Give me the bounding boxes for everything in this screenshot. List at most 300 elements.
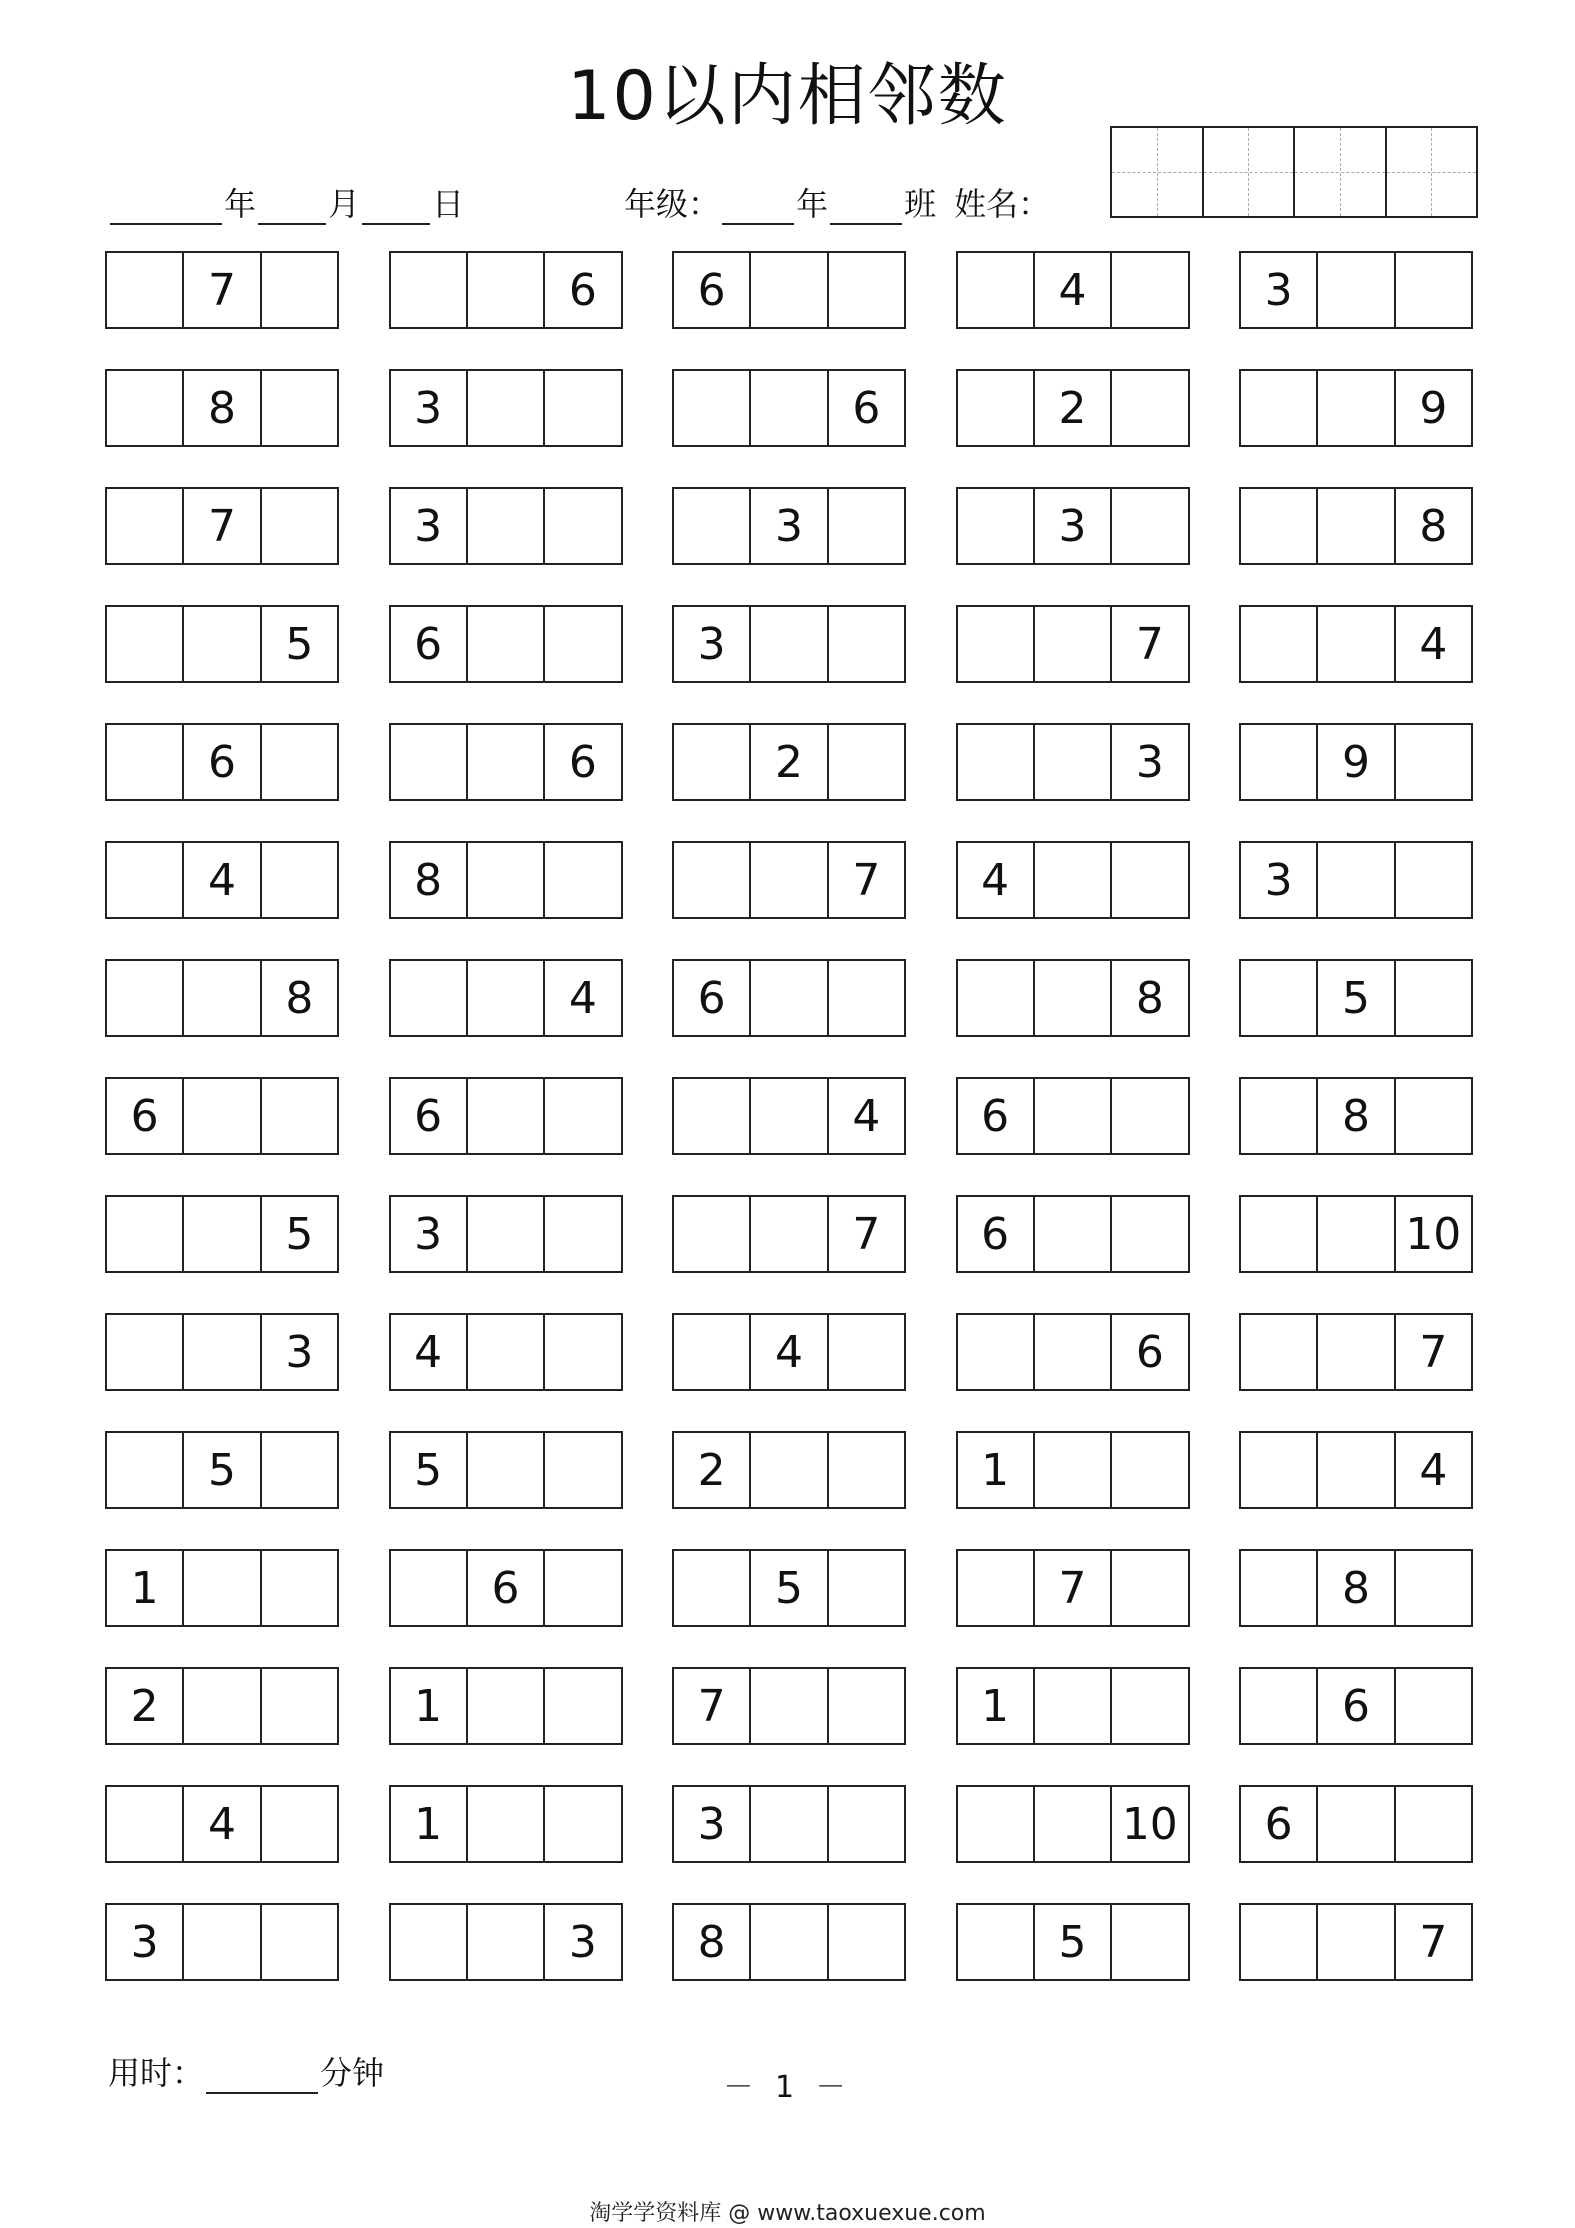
answer-box[interactable] bbox=[262, 1079, 337, 1153]
answer-box[interactable] bbox=[468, 961, 545, 1035]
answer-box[interactable] bbox=[1318, 1315, 1395, 1389]
answer-box[interactable] bbox=[107, 253, 184, 327]
answer-box[interactable] bbox=[1035, 607, 1112, 681]
answer-box[interactable] bbox=[1396, 1079, 1471, 1153]
answer-box[interactable] bbox=[107, 1197, 184, 1271]
answer-box[interactable] bbox=[184, 1315, 261, 1389]
neighbor-number-group bbox=[956, 369, 1190, 447]
given-number-box: 8 bbox=[674, 1905, 751, 1979]
answer-box[interactable] bbox=[468, 843, 545, 917]
answer-box[interactable] bbox=[1241, 371, 1318, 445]
given-number-box: 7 bbox=[1035, 1551, 1112, 1625]
answer-box[interactable] bbox=[958, 1551, 1035, 1625]
answer-box[interactable] bbox=[829, 489, 904, 563]
given-number-box: 4 bbox=[958, 843, 1035, 917]
given-number-box: 5 bbox=[285, 618, 314, 670]
answer-box[interactable] bbox=[958, 1787, 1035, 1861]
answer-box[interactable] bbox=[545, 1787, 620, 1861]
answer-box[interactable] bbox=[674, 843, 751, 917]
answer-box[interactable] bbox=[1112, 489, 1187, 563]
answer-box[interactable] bbox=[1318, 1905, 1395, 1979]
exercise-row bbox=[105, 1313, 1473, 1391]
answer-box[interactable] bbox=[262, 843, 337, 917]
answer-box[interactable] bbox=[674, 1315, 751, 1389]
name-cell[interactable] bbox=[1387, 128, 1477, 216]
neighbor-number-group bbox=[1239, 723, 1473, 801]
answer-box[interactable] bbox=[1318, 1433, 1395, 1507]
answer-box[interactable] bbox=[1241, 1905, 1318, 1979]
neighbor-number-group bbox=[1239, 1313, 1473, 1391]
answer-box[interactable] bbox=[545, 843, 620, 917]
exercise-row bbox=[105, 1667, 1473, 1745]
exercise-row bbox=[105, 487, 1473, 565]
neighbor-number-group bbox=[389, 251, 623, 329]
answer-box[interactable] bbox=[1241, 961, 1318, 1035]
answer-box[interactable] bbox=[262, 725, 337, 799]
answer-box[interactable] bbox=[391, 1551, 468, 1625]
answer-box[interactable] bbox=[751, 607, 828, 681]
given-number-box: 3 bbox=[1035, 489, 1112, 563]
exercise-row bbox=[105, 369, 1473, 447]
answer-box[interactable] bbox=[107, 1787, 184, 1861]
neighbor-number-group bbox=[389, 605, 623, 683]
given-number-box: 6 bbox=[852, 382, 881, 434]
neighbor-number-group bbox=[105, 605, 339, 683]
neighbor-number-group bbox=[672, 1903, 906, 1981]
exercise-row bbox=[105, 605, 1473, 683]
answer-box[interactable] bbox=[1035, 725, 1112, 799]
given-number-box: 3 bbox=[391, 1197, 468, 1271]
time-label: 用时： bbox=[108, 2054, 205, 2092]
answer-box[interactable] bbox=[1241, 1197, 1318, 1271]
given-number-box: 4 bbox=[1419, 1444, 1448, 1496]
answer-box[interactable] bbox=[674, 725, 751, 799]
answer-box[interactable] bbox=[184, 961, 261, 1035]
answer-box[interactable] bbox=[107, 1315, 184, 1389]
neighbor-number-group bbox=[389, 369, 623, 447]
answer-box[interactable] bbox=[107, 371, 184, 445]
neighbor-number-group bbox=[1239, 1785, 1473, 1863]
neighbor-number-group bbox=[105, 1903, 339, 1981]
answer-box[interactable] bbox=[674, 1551, 751, 1625]
given-number-box: 3 bbox=[674, 1787, 751, 1861]
answer-box[interactable] bbox=[391, 961, 468, 1035]
neighbor-number-group bbox=[105, 251, 339, 329]
answer-box[interactable] bbox=[751, 253, 828, 327]
answer-box[interactable] bbox=[1318, 1197, 1395, 1271]
answer-box[interactable] bbox=[545, 489, 620, 563]
given-number-box: 6 bbox=[391, 1079, 468, 1153]
neighbor-number-group bbox=[672, 487, 906, 565]
neighbor-number-group bbox=[1239, 1903, 1473, 1981]
exercise-row bbox=[105, 723, 1473, 801]
given-number-box: 4 bbox=[568, 972, 597, 1024]
answer-box[interactable] bbox=[468, 489, 545, 563]
answer-box[interactable] bbox=[1035, 1669, 1112, 1743]
given-number-box: 2 bbox=[1035, 371, 1112, 445]
answer-box[interactable] bbox=[1318, 371, 1395, 445]
given-number-box: 2 bbox=[751, 725, 828, 799]
given-number-box: 8 bbox=[1419, 500, 1448, 552]
neighbor-number-group bbox=[105, 1077, 339, 1155]
given-number-box: 8 bbox=[1318, 1551, 1395, 1625]
given-number-box: 6 bbox=[184, 725, 261, 799]
neighbor-number-group bbox=[956, 1549, 1190, 1627]
answer-box[interactable] bbox=[262, 253, 337, 327]
answer-box[interactable] bbox=[468, 1787, 545, 1861]
neighbor-number-group bbox=[389, 1313, 623, 1391]
answer-box[interactable] bbox=[674, 371, 751, 445]
answer-box[interactable] bbox=[1318, 607, 1395, 681]
answer-box[interactable] bbox=[184, 1197, 261, 1271]
exercise-grid bbox=[105, 251, 1473, 2021]
neighbor-number-group bbox=[956, 1195, 1190, 1273]
answer-box[interactable] bbox=[262, 1433, 337, 1507]
given-number-box: 3 bbox=[674, 607, 751, 681]
answer-box[interactable] bbox=[468, 371, 545, 445]
answer-box[interactable] bbox=[107, 843, 184, 917]
answer-box[interactable] bbox=[184, 1669, 261, 1743]
exercise-row bbox=[105, 1785, 1473, 1863]
answer-box[interactable] bbox=[674, 489, 751, 563]
answer-box[interactable] bbox=[751, 1669, 828, 1743]
given-number-box: 4 bbox=[184, 1787, 261, 1861]
grade-label: 年级： bbox=[624, 185, 721, 223]
answer-box[interactable] bbox=[958, 1315, 1035, 1389]
neighbor-number-group bbox=[672, 841, 906, 919]
neighbor-number-group bbox=[105, 487, 339, 565]
neighbor-number-group bbox=[105, 1785, 339, 1863]
answer-box[interactable] bbox=[1396, 961, 1471, 1035]
name-writing-grid[interactable] bbox=[1110, 126, 1478, 218]
answer-box[interactable] bbox=[1112, 1433, 1187, 1507]
answer-box[interactable] bbox=[751, 1433, 828, 1507]
given-number-box: 7 bbox=[1419, 1326, 1448, 1378]
answer-box[interactable] bbox=[1396, 1787, 1471, 1861]
neighbor-number-group bbox=[672, 1667, 906, 1745]
given-number-box: 7 bbox=[1135, 618, 1164, 670]
given-number-box: 6 bbox=[1318, 1669, 1395, 1743]
given-number-box: 3 bbox=[1241, 253, 1318, 327]
answer-box[interactable] bbox=[391, 1905, 468, 1979]
neighbor-number-group bbox=[672, 251, 906, 329]
answer-box[interactable] bbox=[751, 843, 828, 917]
neighbor-number-group bbox=[1239, 1667, 1473, 1745]
source-watermark: 淘学学资料库 @ www.taoxuexue.com bbox=[589, 2201, 986, 2226]
answer-box[interactable] bbox=[545, 1315, 620, 1389]
given-number-box: 3 bbox=[285, 1326, 314, 1378]
given-number-box: 6 bbox=[568, 264, 597, 316]
answer-box[interactable] bbox=[1318, 1787, 1395, 1861]
answer-box[interactable] bbox=[674, 1079, 751, 1153]
answer-box[interactable] bbox=[1241, 1079, 1318, 1153]
given-number-box: 2 bbox=[107, 1669, 184, 1743]
given-number-box: 7 bbox=[674, 1669, 751, 1743]
answer-box[interactable] bbox=[184, 1905, 261, 1979]
neighbor-number-group bbox=[389, 1785, 623, 1863]
answer-box[interactable] bbox=[468, 1079, 545, 1153]
answer-box[interactable] bbox=[1241, 1433, 1318, 1507]
answer-box[interactable] bbox=[1112, 1905, 1187, 1979]
neighbor-number-group bbox=[672, 605, 906, 683]
given-number-box: 7 bbox=[852, 854, 881, 906]
given-number-box: 4 bbox=[391, 1315, 468, 1389]
answer-box[interactable] bbox=[468, 253, 545, 327]
answer-box[interactable] bbox=[1035, 1079, 1112, 1153]
answer-box[interactable] bbox=[468, 1315, 545, 1389]
answer-box[interactable] bbox=[1318, 843, 1395, 917]
class-label: 班 bbox=[904, 185, 937, 223]
given-number-box: 6 bbox=[468, 1551, 545, 1625]
answer-box[interactable] bbox=[1241, 725, 1318, 799]
answer-box[interactable] bbox=[1396, 843, 1471, 917]
given-number-box: 4 bbox=[1419, 618, 1448, 670]
given-number-box: 1 bbox=[958, 1669, 1035, 1743]
answer-box[interactable] bbox=[829, 1433, 904, 1507]
answer-box[interactable] bbox=[468, 1669, 545, 1743]
answer-box[interactable] bbox=[545, 371, 620, 445]
answer-box[interactable] bbox=[262, 1669, 337, 1743]
answer-box[interactable] bbox=[1112, 1079, 1187, 1153]
neighbor-number-group bbox=[956, 841, 1190, 919]
given-number-box: 6 bbox=[107, 1079, 184, 1153]
answer-box[interactable] bbox=[184, 1079, 261, 1153]
exercise-row bbox=[105, 1903, 1473, 1981]
answer-box[interactable] bbox=[545, 1669, 620, 1743]
given-number-box: 3 bbox=[568, 1916, 597, 1968]
answer-box[interactable] bbox=[468, 725, 545, 799]
answer-box[interactable] bbox=[262, 1905, 337, 1979]
neighbor-number-group bbox=[672, 1077, 906, 1155]
given-number-box: 6 bbox=[391, 607, 468, 681]
answer-box[interactable] bbox=[545, 1433, 620, 1507]
answer-box[interactable] bbox=[958, 607, 1035, 681]
answer-box[interactable] bbox=[184, 607, 261, 681]
answer-box[interactable] bbox=[391, 725, 468, 799]
neighbor-number-group bbox=[672, 723, 906, 801]
given-number-box: 7 bbox=[852, 1208, 881, 1260]
answer-box[interactable] bbox=[468, 607, 545, 681]
neighbor-number-group bbox=[105, 723, 339, 801]
answer-box[interactable] bbox=[468, 1197, 545, 1271]
answer-box[interactable] bbox=[751, 371, 828, 445]
page-number: － 1 － bbox=[723, 2070, 852, 2105]
answer-box[interactable] bbox=[958, 253, 1035, 327]
answer-box[interactable] bbox=[829, 1787, 904, 1861]
answer-box[interactable] bbox=[958, 1905, 1035, 1979]
answer-box[interactable] bbox=[1241, 1669, 1318, 1743]
answer-box[interactable] bbox=[262, 489, 337, 563]
given-number-box: 1 bbox=[958, 1433, 1035, 1507]
answer-box[interactable] bbox=[184, 1551, 261, 1625]
class-blank[interactable] bbox=[830, 189, 902, 225]
given-number-box: 5 bbox=[1035, 1905, 1112, 1979]
answer-box[interactable] bbox=[1396, 725, 1471, 799]
answer-box[interactable] bbox=[107, 961, 184, 1035]
given-number-box: 4 bbox=[751, 1315, 828, 1389]
given-number-box: 7 bbox=[1419, 1916, 1448, 1968]
answer-box[interactable] bbox=[1035, 843, 1112, 917]
answer-box[interactable] bbox=[1241, 489, 1318, 563]
answer-box[interactable] bbox=[751, 1905, 828, 1979]
answer-box[interactable] bbox=[1396, 1669, 1471, 1743]
answer-box[interactable] bbox=[751, 961, 828, 1035]
answer-box[interactable] bbox=[1318, 489, 1395, 563]
given-number-box: 7 bbox=[184, 489, 261, 563]
given-number-box: 3 bbox=[1241, 843, 1318, 917]
answer-box[interactable] bbox=[751, 1787, 828, 1861]
neighbor-number-group bbox=[389, 841, 623, 919]
given-number-box: 5 bbox=[751, 1551, 828, 1625]
answer-box[interactable] bbox=[468, 1433, 545, 1507]
exercise-row bbox=[105, 1077, 1473, 1155]
answer-box[interactable] bbox=[262, 371, 337, 445]
given-number-box: 4 bbox=[184, 843, 261, 917]
answer-box[interactable] bbox=[958, 961, 1035, 1035]
answer-box[interactable] bbox=[1112, 1197, 1187, 1271]
answer-box[interactable] bbox=[1035, 1433, 1112, 1507]
answer-box[interactable] bbox=[1112, 1669, 1187, 1743]
answer-box[interactable] bbox=[107, 607, 184, 681]
given-number-box: 1 bbox=[391, 1669, 468, 1743]
given-number-box: 8 bbox=[184, 371, 261, 445]
answer-box[interactable] bbox=[829, 1669, 904, 1743]
given-number-box: 6 bbox=[674, 253, 751, 327]
neighbor-number-group bbox=[672, 1549, 906, 1627]
neighbor-number-group bbox=[956, 1903, 1190, 1981]
answer-box[interactable] bbox=[751, 1197, 828, 1271]
given-number-box: 2 bbox=[674, 1433, 751, 1507]
given-number-box: 8 bbox=[285, 972, 314, 1024]
neighbor-number-group bbox=[389, 959, 623, 1037]
given-number-box: 4 bbox=[1035, 253, 1112, 327]
answer-box[interactable] bbox=[545, 1197, 620, 1271]
month-blank[interactable] bbox=[258, 189, 326, 225]
name-cell[interactable] bbox=[1112, 128, 1204, 216]
answer-box[interactable] bbox=[1035, 1197, 1112, 1271]
answer-box[interactable] bbox=[391, 253, 468, 327]
answer-box[interactable] bbox=[829, 253, 904, 327]
neighbor-number-group bbox=[105, 1195, 339, 1273]
answer-box[interactable] bbox=[1396, 1551, 1471, 1625]
neighbor-number-group bbox=[105, 841, 339, 919]
given-number-box: 6 bbox=[1241, 1787, 1318, 1861]
neighbor-number-group bbox=[672, 1431, 906, 1509]
answer-box[interactable] bbox=[1112, 843, 1187, 917]
neighbor-number-group bbox=[956, 1313, 1190, 1391]
answer-box[interactable] bbox=[958, 489, 1035, 563]
answer-box[interactable] bbox=[1318, 253, 1395, 327]
answer-box[interactable] bbox=[468, 1905, 545, 1979]
answer-box[interactable] bbox=[107, 1433, 184, 1507]
neighbor-number-group bbox=[1239, 1549, 1473, 1627]
neighbor-number-group bbox=[389, 1077, 623, 1155]
answer-box[interactable] bbox=[1112, 253, 1187, 327]
neighbor-number-group bbox=[1239, 1077, 1473, 1155]
exercise-row bbox=[105, 251, 1473, 329]
exercise-row bbox=[105, 1195, 1473, 1273]
answer-box[interactable] bbox=[545, 1551, 620, 1625]
page-title: 10以内相邻数 bbox=[567, 57, 1008, 136]
given-number-box: 10 bbox=[1405, 1208, 1462, 1260]
exercise-row bbox=[105, 841, 1473, 919]
answer-box[interactable] bbox=[674, 1197, 751, 1271]
given-number-box: 1 bbox=[107, 1551, 184, 1625]
neighbor-number-group bbox=[672, 1313, 906, 1391]
answer-box[interactable] bbox=[829, 607, 904, 681]
neighbor-number-group bbox=[672, 369, 906, 447]
neighbor-number-group bbox=[1239, 959, 1473, 1037]
answer-box[interactable] bbox=[262, 1551, 337, 1625]
answer-box[interactable] bbox=[1241, 1551, 1318, 1625]
given-number-box: 5 bbox=[391, 1433, 468, 1507]
answer-box[interactable] bbox=[107, 489, 184, 563]
answer-box[interactable] bbox=[1241, 607, 1318, 681]
neighbor-number-group bbox=[389, 1195, 623, 1273]
answer-box[interactable] bbox=[1035, 1787, 1112, 1861]
given-number-box: 5 bbox=[285, 1208, 314, 1260]
month-label: 月 bbox=[328, 185, 361, 223]
answer-box[interactable] bbox=[262, 1787, 337, 1861]
answer-box[interactable] bbox=[1112, 371, 1187, 445]
answer-box[interactable] bbox=[958, 371, 1035, 445]
answer-box[interactable] bbox=[829, 725, 904, 799]
neighbor-number-group bbox=[105, 1313, 339, 1391]
exercise-row bbox=[105, 959, 1473, 1037]
neighbor-number-group bbox=[1239, 1195, 1473, 1273]
year-blank[interactable] bbox=[110, 189, 222, 225]
answer-box[interactable] bbox=[751, 1079, 828, 1153]
answer-box[interactable] bbox=[829, 961, 904, 1035]
neighbor-number-group bbox=[956, 605, 1190, 683]
answer-box[interactable] bbox=[958, 725, 1035, 799]
answer-box[interactable] bbox=[1112, 1551, 1187, 1625]
neighbor-number-group bbox=[389, 1431, 623, 1509]
neighbor-number-group bbox=[1239, 487, 1473, 565]
day-blank[interactable] bbox=[362, 189, 430, 225]
name-cell[interactable] bbox=[1204, 128, 1296, 216]
given-number-box: 4 bbox=[852, 1090, 881, 1142]
answer-box[interactable] bbox=[1241, 1315, 1318, 1389]
answer-box[interactable] bbox=[1396, 253, 1471, 327]
neighbor-number-group bbox=[956, 1077, 1190, 1155]
name-cell[interactable] bbox=[1295, 128, 1387, 216]
neighbor-number-group bbox=[1239, 369, 1473, 447]
answer-box[interactable] bbox=[829, 1315, 904, 1389]
answer-box[interactable] bbox=[545, 607, 620, 681]
year-label: 年 bbox=[224, 185, 257, 223]
neighbor-number-group bbox=[956, 1667, 1190, 1745]
neighbor-number-group bbox=[1239, 251, 1473, 329]
answer-box[interactable] bbox=[1035, 1315, 1112, 1389]
neighbor-number-group bbox=[672, 959, 906, 1037]
student-info-row bbox=[108, 175, 1050, 225]
given-number-box: 6 bbox=[1135, 1326, 1164, 1378]
answer-box[interactable] bbox=[829, 1551, 904, 1625]
answer-box[interactable] bbox=[1035, 961, 1112, 1035]
answer-box[interactable] bbox=[107, 725, 184, 799]
exercise-row bbox=[105, 1431, 1473, 1509]
answer-box[interactable] bbox=[545, 1079, 620, 1153]
neighbor-number-group bbox=[389, 723, 623, 801]
given-number-box: 1 bbox=[391, 1787, 468, 1861]
neighbor-number-group bbox=[672, 1785, 906, 1863]
grade-year-blank[interactable] bbox=[722, 189, 794, 225]
name-label: 姓名： bbox=[954, 185, 1051, 223]
answer-box[interactable] bbox=[829, 1905, 904, 1979]
given-number-box: 8 bbox=[1318, 1079, 1395, 1153]
given-number-box: 5 bbox=[184, 1433, 261, 1507]
